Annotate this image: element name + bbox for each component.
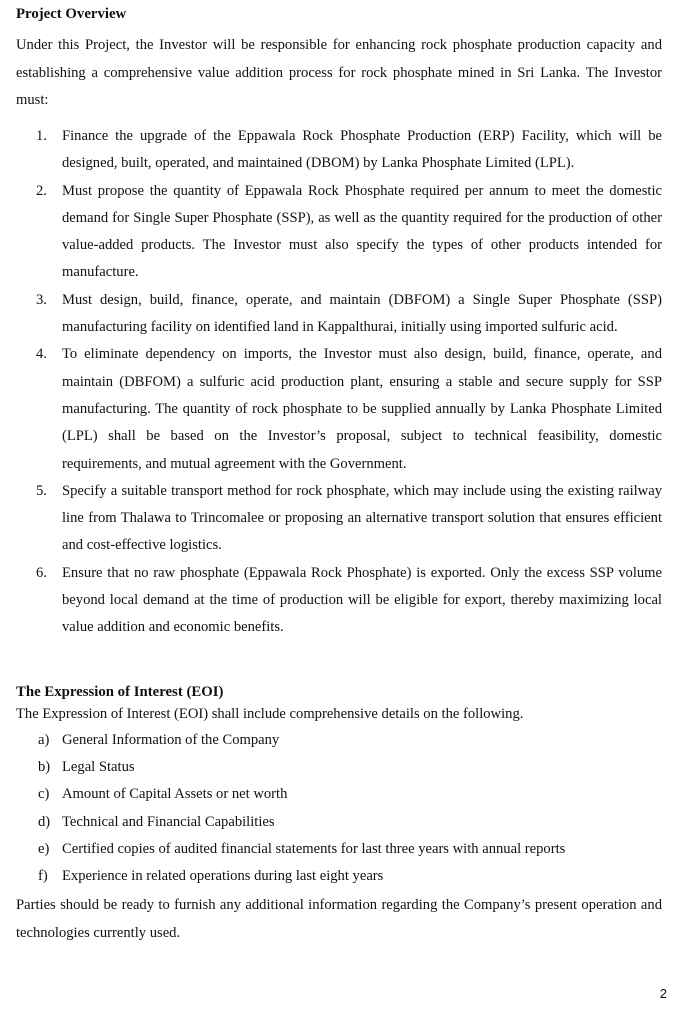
- list-item: [16, 560, 662, 642]
- project-requirements-list: [16, 123, 662, 642]
- list-item: [16, 287, 662, 342]
- list-item: [16, 341, 662, 477]
- list-item-letter: f): [38, 868, 48, 885]
- list-item-number: 2.: [36, 182, 47, 199]
- list-item-text: Experience in related operations during last eight years: [62, 868, 384, 885]
- list-item: [16, 781, 662, 808]
- list-item-text: Must design, build, finance, operate, and maintain (DBFOM) a Single Super Phosphate (SSP) manufacturing facility on identified land in Kappalthurai, initially using imported sulfuric acid.: [62, 291, 662, 336]
- eoi-heading: The Expression of Interest (EOI): [16, 684, 224, 700]
- list-item-letter: d): [38, 813, 51, 830]
- list-item: [16, 836, 662, 863]
- list-item-letter: b): [38, 759, 51, 776]
- list-item-text: Specify a suitable transport method for rock phosphate, which may include using the existing railway line from Thalawa to Trincomalee or proposing an alternative transport solution that ensures efficient and cost-effective logistics.: [62, 482, 662, 554]
- list-item-letter: c): [38, 786, 50, 803]
- list-item: [16, 123, 662, 178]
- list-item: [16, 809, 662, 836]
- list-item-text: Technical and Financial Capabilities: [62, 813, 275, 830]
- list-item-number: 1.: [36, 128, 47, 144]
- list-item-text: Certified copies of audited financial statements for last three years with annual reports: [62, 840, 566, 857]
- list-item-text: General Information of the Company: [62, 732, 280, 748]
- list-item: [16, 727, 662, 754]
- list-item-text: Ensure that no raw phosphate (Eppawala Rock Phosphate) is exported. Only the excess SSP volume beyond local demand at the time of production will be eligible for export, thereby maximizing local value addition and economic benefits.: [62, 564, 662, 636]
- list-item-text: Legal Status: [62, 759, 135, 776]
- list-item-text: Finance the upgrade of the Eppawala Rock Phosphate Production (ERP) Facility, which will be designed, built, operated, and maintained (DBOM) by Lanka Phosphate Limited (LPL).: [62, 128, 662, 172]
- eoi-closing-paragraph: Parties should be ready to furnish any additional information regarding the Company’s present operation and technologies currently used.: [16, 897, 662, 941]
- list-item: [16, 754, 662, 781]
- list-item: [16, 178, 662, 287]
- list-item-number: 5.: [36, 482, 47, 499]
- project-overview-heading: Project Overview: [16, 6, 127, 22]
- list-item-letter: e): [38, 840, 50, 857]
- list-item-number: 3.: [36, 291, 47, 308]
- list-item: [16, 863, 662, 890]
- list-item-text: Must propose the quantity of Eppawala Rock Phosphate required per annum to meet the domestic demand for Single Super Phosphate (SSP), as well as the quantity required for the production of other value-added products. The Investor must also specify the types of other products intended for manufacture.: [62, 182, 662, 281]
- list-item-number: 6.: [36, 564, 47, 581]
- list-item-number: 4.: [36, 346, 47, 363]
- project-intro-paragraph: Under this Project, the Investor will be responsible for enhancing rock phosphate production capacity and establishing a comprehensive value addition process for rock phosphate mined in Sri Lanka. The Investor must:: [16, 37, 662, 108]
- list-item-text: To eliminate dependency on imports, the Investor must also design, build, finance, operate, and maintain (DBFOM) a sulfuric acid production plant, ensuring a stable and secure supply for SSP manufacturing. The quantity of rock phosphate to be supplied annually by Lanka Phosphate Limited (LPL) shall be based on the Investor’s proposal, subject to technical feasibility, domestic requirements, and mutual agreement with the Government.: [62, 346, 662, 472]
- page-number: 2: [659, 986, 667, 1001]
- list-item-text: Amount of Capital Assets or net worth: [62, 786, 288, 803]
- eoi-requirements-list: [16, 727, 662, 890]
- list-item: [16, 478, 662, 560]
- eoi-intro-paragraph: The Expression of Interest (EOI) shall include comprehensive details on the following.: [16, 706, 524, 722]
- list-item-letter: a): [38, 732, 50, 748]
